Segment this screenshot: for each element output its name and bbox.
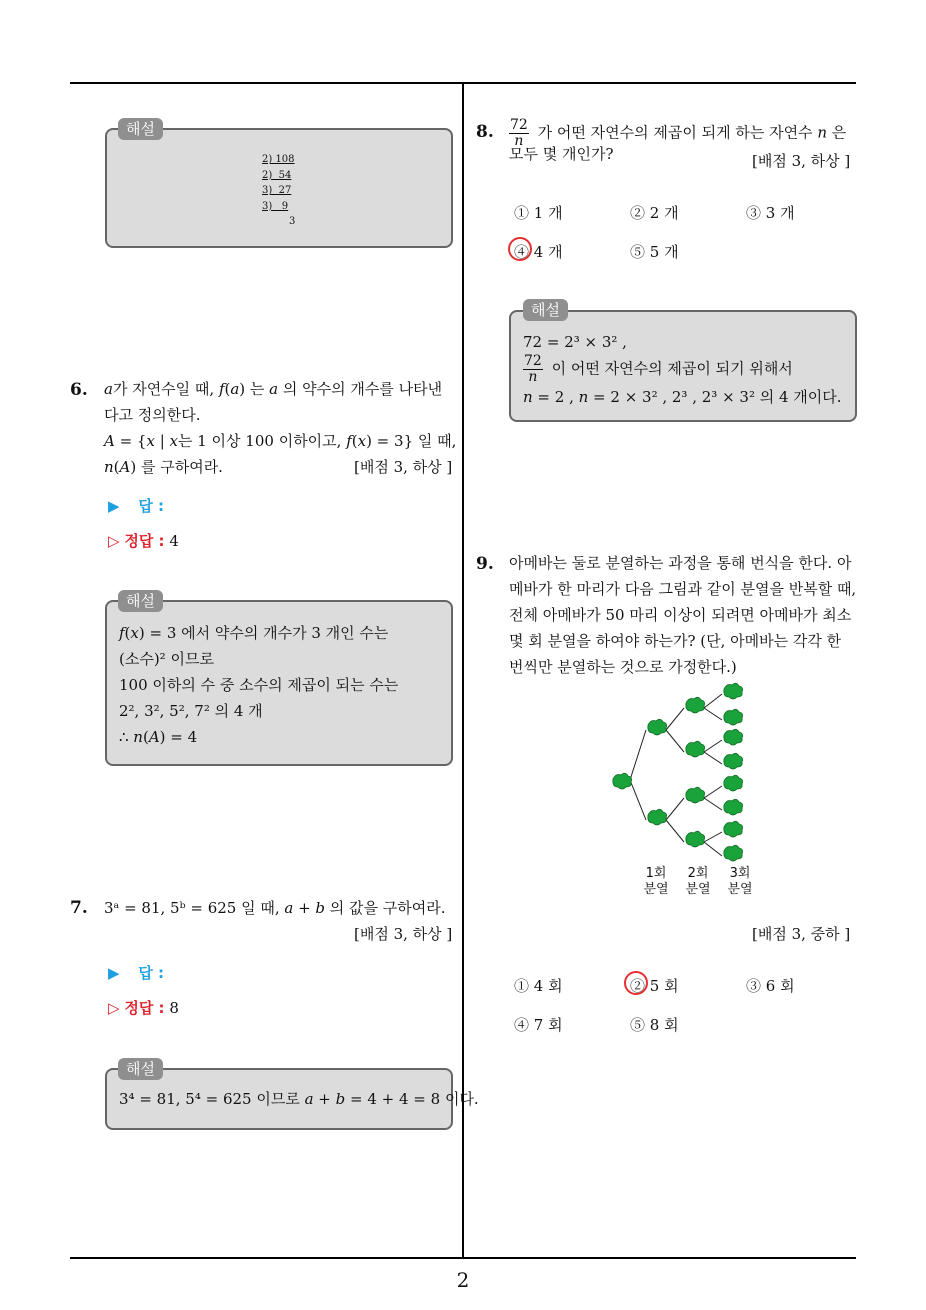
q7-text: 3ᵃ = 81, 5ᵇ = 625 일 때, 𝑎 + 𝑏 의 값을 구하여라. bbox=[104, 899, 446, 917]
q8-option-4[interactable]: ④ 4 개 bbox=[514, 243, 563, 261]
triangle-outline-icon: ▷ bbox=[108, 999, 120, 1017]
q6-score: [배점 3, 하상 ] bbox=[354, 458, 453, 476]
q6-correct-row: ▷ 정답 : 4 bbox=[108, 532, 179, 550]
fraction-72-over-n: $\frac{72}{n}$ bbox=[524, 353, 542, 385]
amoeba-icon bbox=[724, 845, 743, 861]
explain-tag: 해설 bbox=[118, 1058, 163, 1080]
q8-option-5[interactable]: ⑤ 5 개 bbox=[630, 243, 679, 261]
amoeba-icon bbox=[686, 697, 705, 713]
division-label-2: 2회 분열 bbox=[685, 866, 711, 897]
explain-tag: 해설 bbox=[118, 590, 163, 612]
q6-explain-box bbox=[105, 600, 453, 766]
amoeba-icon bbox=[686, 831, 705, 847]
question-number: 8. bbox=[476, 122, 494, 142]
q7-correct-row: ▷ 정답 : 8 bbox=[108, 999, 179, 1017]
amoeba-icon bbox=[724, 821, 743, 837]
q9-option-2[interactable]: ② 5 회 bbox=[630, 977, 679, 995]
answer-mark-circle bbox=[624, 971, 648, 995]
question-number: 7. bbox=[70, 898, 88, 918]
amoeba-division-tree bbox=[600, 680, 770, 870]
play-icon: ▶ bbox=[108, 497, 120, 515]
amoeba-icon bbox=[724, 753, 743, 769]
q6-answer-row[interactable]: ▶ 답 : bbox=[108, 497, 165, 515]
explain-tag: 해설 bbox=[523, 299, 568, 321]
amoeba-icon bbox=[724, 775, 743, 791]
q8-option-2[interactable]: ② 2 개 bbox=[630, 204, 679, 222]
explain-tag: 해설 bbox=[118, 118, 163, 140]
amoeba-icon bbox=[613, 773, 632, 789]
amoeba-icon bbox=[686, 741, 705, 757]
q7-answer-row[interactable]: ▶ 답 : bbox=[108, 964, 165, 982]
q8-text: $\frac{72}{n}$ 가 어떤 자연수의 제곱이 되게 하는 자연수 𝑛 은 모두 몇 개인가? bbox=[509, 117, 847, 163]
amoeba-icon bbox=[724, 683, 743, 699]
q9-option-1[interactable]: ① 4 회 bbox=[514, 977, 563, 995]
amoeba-icon bbox=[724, 729, 743, 745]
q6-explain-text: 𝑓(𝑥) = 3 에서 약수의 개수가 3 개인 수는 (소수)² 이므로 100 이하의 수 중 소수의 제곱이 되는 수는 2², 3², 5², 7² 의 4 개 ∴ 𝑛(𝐴) = 4 bbox=[119, 624, 399, 746]
amoeba-icon bbox=[648, 719, 667, 735]
bottom-rule bbox=[70, 1257, 856, 1259]
fraction-72-over-n: $\frac{72}{n}$ bbox=[510, 117, 528, 149]
q8-option-1[interactable]: ① 1 개 bbox=[514, 204, 563, 222]
play-icon: ▶ bbox=[108, 964, 120, 982]
amoeba-icon bbox=[648, 809, 667, 825]
page-number: 2 bbox=[456, 1268, 470, 1292]
q9-option-5[interactable]: ⑤ 8 회 bbox=[630, 1016, 679, 1034]
answer-mark-circle bbox=[508, 237, 532, 261]
amoeba-icon bbox=[724, 709, 743, 725]
division-label-1: 1회 분열 bbox=[643, 866, 669, 897]
column-divider bbox=[462, 83, 464, 1258]
division-ladder: 2) 108 2) 54 3) 27 3) 9 3 bbox=[262, 154, 296, 227]
amoeba-icon bbox=[686, 787, 705, 803]
question-number: 6. bbox=[70, 380, 88, 400]
q8-explain-box bbox=[509, 310, 857, 422]
division-label-3: 3회 분열 bbox=[727, 866, 753, 897]
q8-option-3[interactable]: ③ 3 개 bbox=[746, 204, 795, 222]
q8-explain-text: 72 = 2³ × 3² , $\frac{72}{n}$ 이 어떤 자연수의 제곱이 되기 위해서 𝑛 = 2 , 𝑛 = 2 × 3² , 2³ , 2³ × 3² 의 4 개이다. bbox=[523, 333, 842, 406]
q9-score: [배점 3, 중하 ] bbox=[752, 925, 851, 943]
q7-explain-text: 3⁴ = 81, 5⁴ = 625 이므로 𝑎 + 𝑏 = 4 + 4 = 8 이다. bbox=[119, 1090, 479, 1108]
q7-score: [배점 3, 하상 ] bbox=[354, 925, 453, 943]
triangle-outline-icon: ▷ bbox=[108, 532, 120, 550]
amoeba-icon bbox=[724, 799, 743, 815]
q8-score: [배점 3, 하상 ] bbox=[752, 152, 851, 170]
question-number: 9. bbox=[476, 554, 494, 574]
q9-text: 아메바는 둘로 분열하는 과정을 통해 번식을 한다. 아 메바가 한 마리가 다음 그림과 같이 분열을 반복할 때, 전체 아메바가 50 마리 이상이 되려면 아메바가 최소 몇 회 분열을 하여야 하는가? (단, 아메바는 각각 한 번씩만 분열하는 것으로 가정한다.) bbox=[509, 554, 857, 676]
q6-text: 𝑎가 자연수일 때, 𝑓(𝑎) 는 𝑎 의 약수의 개수를 나타낸 다고 정의한다. 𝐴 = {𝑥 | 𝑥는 1 이상 100 이하이고, 𝑓(𝑥) = 3} 일 때, 𝑛(𝐴) 를 구하여라. bbox=[104, 380, 457, 476]
explain-box-prev bbox=[105, 128, 453, 248]
q9-option-4[interactable]: ④ 7 회 bbox=[514, 1016, 563, 1034]
q9-option-3[interactable]: ③ 6 회 bbox=[746, 977, 795, 995]
